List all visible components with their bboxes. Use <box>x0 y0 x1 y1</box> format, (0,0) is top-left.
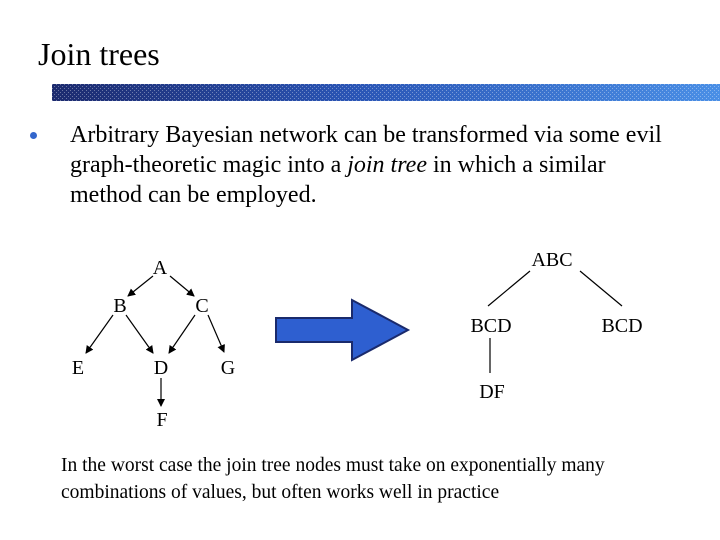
slide-title: Join trees <box>38 36 160 72</box>
bullet-text-before: Arbitrary Bayesian network can be transformed via some evil graph-theoretic magic into a <box>70 122 662 178</box>
network-node-g: G <box>220 357 236 379</box>
network-node-d: D <box>153 357 169 379</box>
network-node-f: F <box>156 409 168 431</box>
bullet-text-after: in which a similar method can be employed. <box>70 152 606 208</box>
edge-c-d <box>169 315 195 353</box>
network-node-b: B <box>113 295 127 317</box>
edge-c-g <box>208 315 224 352</box>
network-node-e: E <box>71 357 85 379</box>
transform-arrow <box>276 300 408 360</box>
join-tree-node-bcd-right: BCD <box>601 315 643 337</box>
edge-abc-bcd-left <box>488 271 530 306</box>
bullet-text-emphasis: join tree <box>347 152 427 178</box>
join-tree-node-abc: ABC <box>531 249 573 271</box>
network-node-a: A <box>152 257 168 279</box>
footer-text: In the worst case the join tree nodes must take on exponentially many combinations of values, but often works well in practice <box>61 455 605 503</box>
network-node-c: C <box>195 295 209 317</box>
edge-b-e <box>86 315 113 353</box>
join-tree-node-bcd-left: BCD <box>470 315 512 337</box>
join-tree-node-df: DF <box>479 381 505 403</box>
edge-abc-bcd-right <box>580 271 622 306</box>
edge-b-d <box>126 315 153 353</box>
edge-a-c <box>170 276 194 296</box>
